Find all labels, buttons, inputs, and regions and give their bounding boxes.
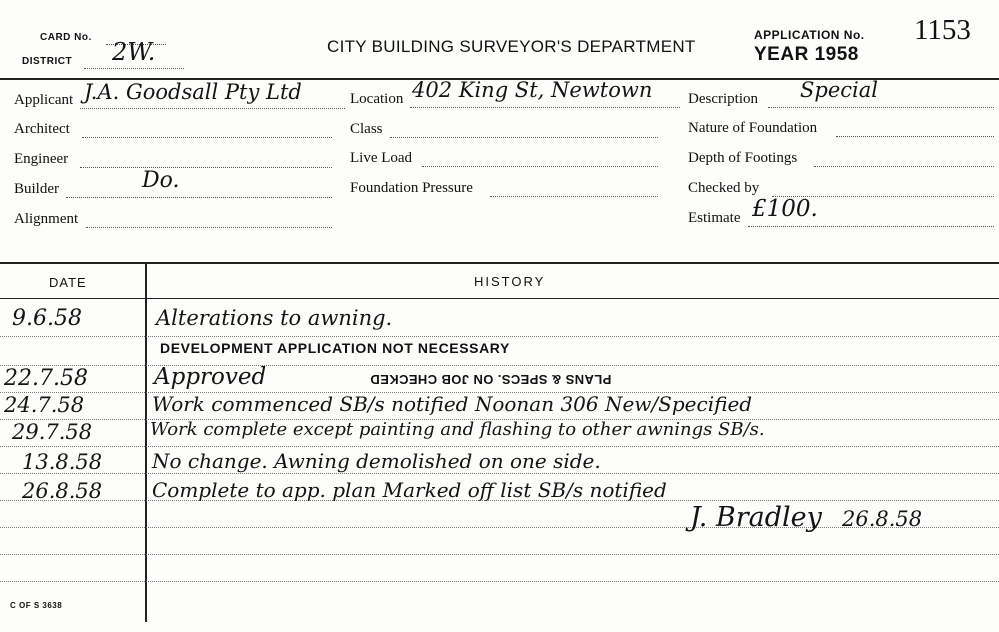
- builder-line: [66, 197, 332, 198]
- alignment-label: Alignment: [14, 211, 79, 227]
- depth-of-footings-label: Depth of Footings: [688, 150, 798, 166]
- depth-of-footings-line: [814, 166, 994, 167]
- inverted-stamp: PLANS & SPECS. ON JOB CHECKED: [370, 372, 612, 387]
- engineer-label: Engineer: [14, 151, 69, 167]
- history-entry-stamp: DEVELOPMENT APPLICATION NOT NECESSARY: [160, 340, 510, 356]
- row-line: [0, 473, 999, 474]
- architect-line: [82, 137, 332, 138]
- history-date: 9.6.58: [12, 306, 82, 331]
- date-column-divider: [145, 264, 147, 622]
- description-line: [768, 107, 994, 108]
- history-entry: Approved: [154, 364, 267, 390]
- foundation-pressure-line: [490, 196, 658, 197]
- location-label: Location: [350, 91, 404, 107]
- history-entry: Complete to app. plan Marked off list SB/s notified: [152, 478, 667, 502]
- history-entry: No change. Awning demolished on one side.: [152, 449, 601, 473]
- history-entry: Work commenced SB/s notified Noonan 306 New/Specified: [152, 392, 753, 416]
- history-date: 13.8.58: [22, 450, 103, 474]
- live-load-line: [422, 166, 658, 167]
- history-date: 26.8.58: [22, 479, 103, 503]
- builder-label: Builder: [14, 181, 59, 197]
- foundation-pressure-label: Foundation Pressure: [350, 180, 473, 196]
- class-label: Class: [350, 121, 383, 137]
- nature-of-foundation-label: Nature of Foundation: [688, 120, 818, 136]
- architect-label: Architect: [14, 121, 70, 137]
- history-date: 22.7.58: [4, 366, 88, 391]
- checked-by-label: Checked by: [688, 180, 760, 196]
- department-title: CITY BUILDING SURVEYOR'S DEPARTMENT: [327, 37, 696, 56]
- history-date: 29.7.58: [12, 420, 93, 444]
- description-value: Special: [800, 78, 878, 102]
- applicant-value: J.A. Goodsall Pty Ltd: [84, 80, 302, 104]
- estimate-line: [748, 226, 994, 227]
- estimate-value: £100.: [752, 196, 818, 222]
- live-load-label: Live Load: [350, 150, 413, 166]
- row-line: [0, 554, 999, 555]
- signature-date: 26.8.58: [842, 507, 923, 531]
- engineer-line: [80, 167, 332, 168]
- history-entry: Work complete except painting and flashing to other awnings SB/s.: [150, 419, 765, 440]
- row-line: [0, 581, 999, 582]
- history-header-rule: [0, 298, 999, 299]
- district-line: [84, 68, 184, 69]
- applicant-line: [80, 108, 345, 109]
- row-line: [0, 446, 999, 447]
- class-line: [390, 137, 658, 138]
- nature-of-foundation-line: [836, 136, 994, 137]
- district-label: DISTRICT: [22, 56, 73, 67]
- location-value: 402 King St, Newtown: [412, 78, 653, 102]
- form-code: C OF S 3638: [10, 601, 63, 610]
- signature: J. Bradley: [690, 502, 822, 533]
- row-line: [0, 336, 999, 337]
- application-no-label: APPLICATION No.: [754, 28, 865, 42]
- applicant-label: Applicant: [14, 92, 74, 108]
- card-no-label: CARD No.: [40, 32, 92, 43]
- row-line: [0, 365, 999, 366]
- year-label: YEAR 1958: [754, 44, 859, 65]
- history-date: 24.7.58: [4, 393, 85, 417]
- location-line: [410, 107, 680, 108]
- history-header: HISTORY: [474, 274, 546, 289]
- date-header: DATE: [49, 275, 87, 290]
- estimate-label: Estimate: [688, 210, 741, 226]
- alignment-line: [86, 227, 332, 228]
- description-label: Description: [688, 91, 758, 107]
- history-entry: Alterations to awning.: [156, 306, 393, 330]
- history-top-rule: [0, 262, 999, 264]
- district-value: 2W.: [112, 38, 156, 66]
- application-no-value: 1153: [914, 14, 971, 46]
- builder-value: Do.: [142, 168, 180, 193]
